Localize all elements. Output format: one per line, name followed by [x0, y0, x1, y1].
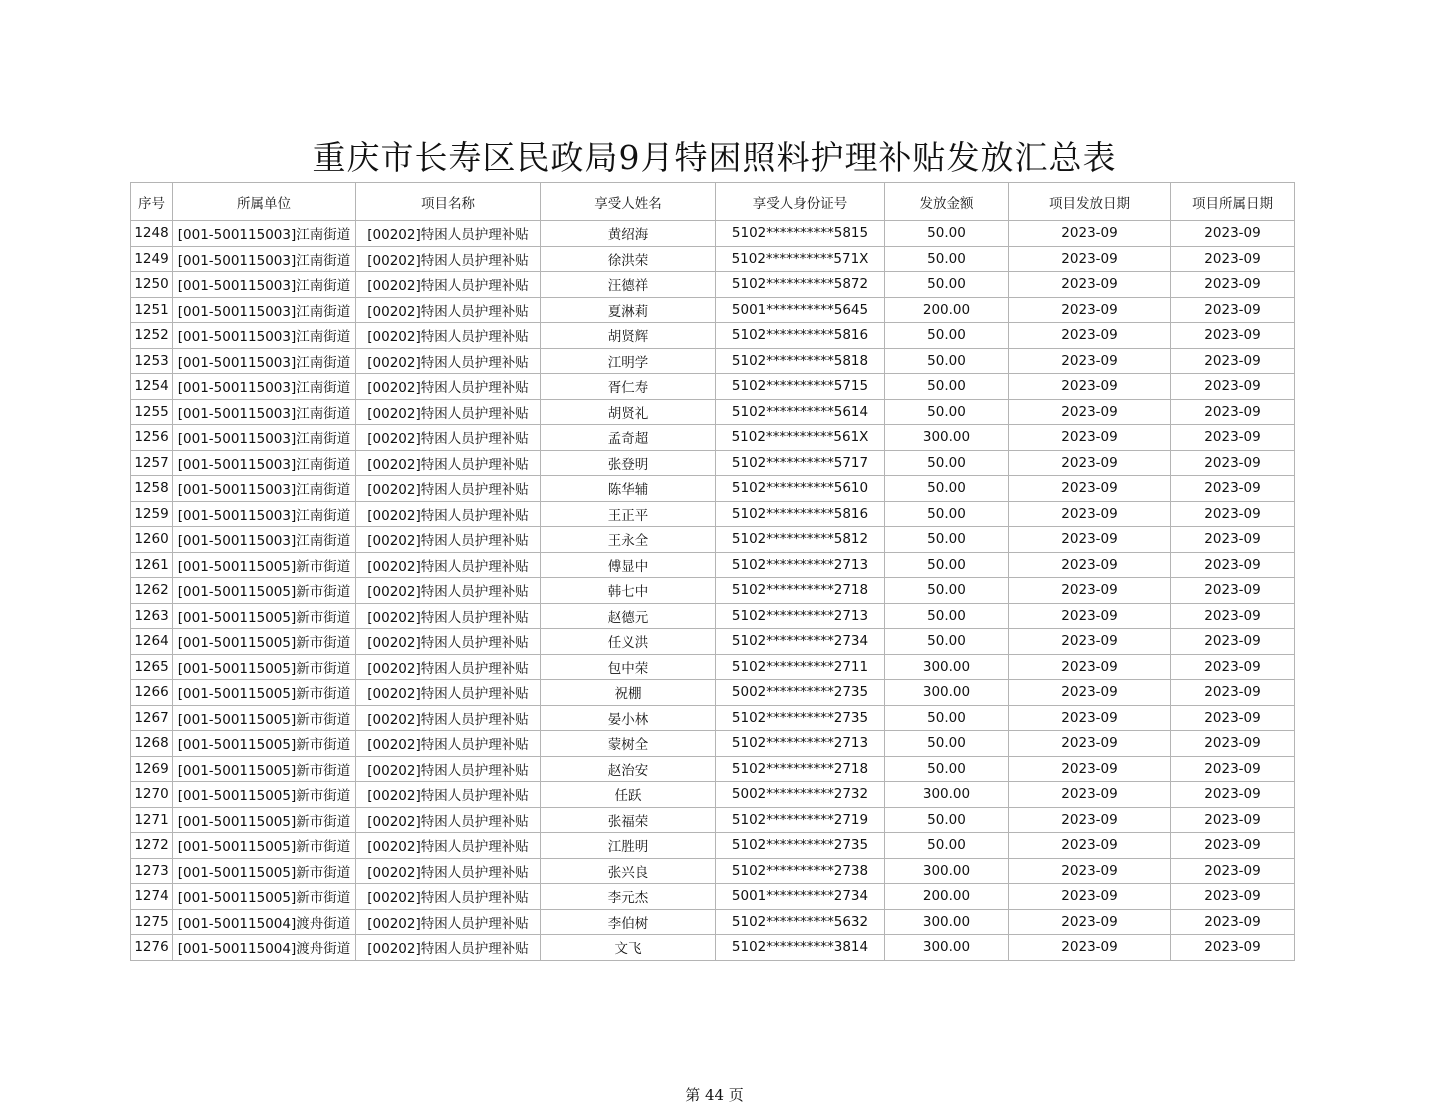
cell-project: [00202]特困人员护理补贴	[356, 501, 541, 527]
cell-unit: [001-500115003]江南街道	[173, 399, 356, 425]
cell-amount: 50.00	[885, 527, 1009, 553]
cell-payment-date: 2023-09	[1009, 782, 1171, 808]
cell-name: 王永全	[541, 527, 716, 553]
cell-period: 2023-09	[1171, 833, 1295, 859]
cell-index: 1274	[131, 884, 173, 910]
cell-name: 赵德元	[541, 603, 716, 629]
cell-payment-date: 2023-09	[1009, 909, 1171, 935]
cell-name: 徐洪荣	[541, 246, 716, 272]
cell-name: 陈华辅	[541, 476, 716, 502]
cell-name: 蒙树全	[541, 731, 716, 757]
cell-index: 1259	[131, 501, 173, 527]
cell-project: [00202]特困人员护理补贴	[356, 399, 541, 425]
table-row	[131, 756, 1295, 782]
cell-id-number: 5102**********5818	[716, 348, 885, 374]
cell-index: 1254	[131, 374, 173, 400]
cell-payment-date: 2023-09	[1009, 756, 1171, 782]
cell-period: 2023-09	[1171, 782, 1295, 808]
cell-payment-date: 2023-09	[1009, 246, 1171, 272]
cell-period: 2023-09	[1171, 935, 1295, 961]
cell-project: [00202]特困人员护理补贴	[356, 425, 541, 451]
cell-amount: 50.00	[885, 501, 1009, 527]
cell-project: [00202]特困人员护理补贴	[356, 935, 541, 961]
cell-id-number: 5102**********2713	[716, 552, 885, 578]
cell-period: 2023-09	[1171, 578, 1295, 604]
table-row	[131, 552, 1295, 578]
cell-amount: 50.00	[885, 476, 1009, 502]
cell-unit: [001-500115005]新市街道	[173, 654, 356, 680]
cell-name: 胡贤辉	[541, 323, 716, 349]
cell-id-number: 5102**********5717	[716, 450, 885, 476]
cell-amount: 50.00	[885, 552, 1009, 578]
table-body	[131, 221, 1295, 961]
cell-payment-date: 2023-09	[1009, 858, 1171, 884]
cell-index: 1263	[131, 603, 173, 629]
column-header-id-number: 享受人身份证号	[716, 183, 885, 221]
cell-unit: [001-500115003]江南街道	[173, 323, 356, 349]
cell-unit: [001-500115005]新市街道	[173, 603, 356, 629]
cell-project: [00202]特困人员护理补贴	[356, 731, 541, 757]
table-row	[131, 603, 1295, 629]
cell-name: 江胜明	[541, 833, 716, 859]
cell-project: [00202]特困人员护理补贴	[356, 705, 541, 731]
cell-unit: [001-500115004]渡舟街道	[173, 909, 356, 935]
cell-period: 2023-09	[1171, 272, 1295, 298]
cell-period: 2023-09	[1171, 858, 1295, 884]
cell-index: 1256	[131, 425, 173, 451]
cell-name: 江明学	[541, 348, 716, 374]
cell-project: [00202]特困人员护理补贴	[356, 297, 541, 323]
cell-amount: 50.00	[885, 603, 1009, 629]
cell-index: 1269	[131, 756, 173, 782]
cell-id-number: 5102**********5812	[716, 527, 885, 553]
table-row	[131, 399, 1295, 425]
cell-id-number: 5102**********2713	[716, 731, 885, 757]
table-row	[131, 323, 1295, 349]
cell-name: 王正平	[541, 501, 716, 527]
cell-unit: [001-500115003]江南街道	[173, 297, 356, 323]
cell-period: 2023-09	[1171, 731, 1295, 757]
column-header-amount: 发放金额	[885, 183, 1009, 221]
cell-amount: 50.00	[885, 578, 1009, 604]
cell-index: 1272	[131, 833, 173, 859]
cell-project: [00202]特困人员护理补贴	[356, 476, 541, 502]
cell-amount: 300.00	[885, 909, 1009, 935]
cell-project: [00202]特困人员护理补贴	[356, 603, 541, 629]
cell-payment-date: 2023-09	[1009, 297, 1171, 323]
table-row	[131, 680, 1295, 706]
cell-amount: 200.00	[885, 884, 1009, 910]
cell-unit: [001-500115003]江南街道	[173, 348, 356, 374]
cell-id-number: 5102**********2711	[716, 654, 885, 680]
cell-payment-date: 2023-09	[1009, 399, 1171, 425]
cell-project: [00202]特困人员护理补贴	[356, 527, 541, 553]
cell-id-number: 5102**********3814	[716, 935, 885, 961]
cell-project: [00202]特困人员护理补贴	[356, 629, 541, 655]
cell-amount: 50.00	[885, 272, 1009, 298]
cell-id-number: 5102**********5614	[716, 399, 885, 425]
cell-period: 2023-09	[1171, 323, 1295, 349]
table-row	[131, 272, 1295, 298]
cell-payment-date: 2023-09	[1009, 425, 1171, 451]
table-row	[131, 935, 1295, 961]
cell-payment-date: 2023-09	[1009, 807, 1171, 833]
cell-amount: 50.00	[885, 246, 1009, 272]
cell-id-number: 5102**********2735	[716, 705, 885, 731]
cell-payment-date: 2023-09	[1009, 884, 1171, 910]
cell-id-number: 5102**********5610	[716, 476, 885, 502]
cell-amount: 50.00	[885, 323, 1009, 349]
cell-project: [00202]特困人员护理补贴	[356, 858, 541, 884]
cell-payment-date: 2023-09	[1009, 348, 1171, 374]
cell-period: 2023-09	[1171, 680, 1295, 706]
cell-amount: 50.00	[885, 833, 1009, 859]
cell-id-number: 5102**********2719	[716, 807, 885, 833]
cell-amount: 300.00	[885, 680, 1009, 706]
column-header-unit: 所属单位	[173, 183, 356, 221]
cell-unit: [001-500115005]新市街道	[173, 629, 356, 655]
cell-name: 张兴良	[541, 858, 716, 884]
column-header-project: 项目名称	[356, 183, 541, 221]
cell-index: 1251	[131, 297, 173, 323]
cell-period: 2023-09	[1171, 603, 1295, 629]
cell-id-number: 5102**********5872	[716, 272, 885, 298]
cell-unit: [001-500115005]新市街道	[173, 858, 356, 884]
cell-payment-date: 2023-09	[1009, 272, 1171, 298]
cell-project: [00202]特困人员护理补贴	[356, 884, 541, 910]
cell-project: [00202]特困人员护理补贴	[356, 578, 541, 604]
cell-name: 胥仁寿	[541, 374, 716, 400]
cell-index: 1264	[131, 629, 173, 655]
cell-unit: [001-500115003]江南街道	[173, 476, 356, 502]
cell-period: 2023-09	[1171, 705, 1295, 731]
cell-period: 2023-09	[1171, 552, 1295, 578]
cell-name: 韩七中	[541, 578, 716, 604]
cell-amount: 50.00	[885, 807, 1009, 833]
cell-period: 2023-09	[1171, 246, 1295, 272]
cell-id-number: 5102**********2718	[716, 756, 885, 782]
table-row	[131, 884, 1295, 910]
cell-project: [00202]特困人员护理补贴	[356, 833, 541, 859]
cell-id-number: 5102**********5715	[716, 374, 885, 400]
cell-period: 2023-09	[1171, 807, 1295, 833]
cell-period: 2023-09	[1171, 756, 1295, 782]
table-row	[131, 348, 1295, 374]
cell-amount: 200.00	[885, 297, 1009, 323]
cell-payment-date: 2023-09	[1009, 450, 1171, 476]
cell-unit: [001-500115003]江南街道	[173, 246, 356, 272]
cell-project: [00202]特困人员护理补贴	[356, 552, 541, 578]
cell-payment-date: 2023-09	[1009, 705, 1171, 731]
cell-amount: 50.00	[885, 731, 1009, 757]
cell-amount: 50.00	[885, 399, 1009, 425]
cell-id-number: 5102**********5816	[716, 501, 885, 527]
cell-id-number: 5102**********5816	[716, 323, 885, 349]
table-row	[131, 782, 1295, 808]
table-row	[131, 246, 1295, 272]
cell-index: 1261	[131, 552, 173, 578]
cell-unit: [001-500115003]江南街道	[173, 272, 356, 298]
cell-amount: 50.00	[885, 705, 1009, 731]
cell-amount: 50.00	[885, 374, 1009, 400]
cell-index: 1276	[131, 935, 173, 961]
cell-amount: 50.00	[885, 221, 1009, 247]
cell-payment-date: 2023-09	[1009, 501, 1171, 527]
cell-name: 晏小林	[541, 705, 716, 731]
cell-index: 1275	[131, 909, 173, 935]
table-row	[131, 297, 1295, 323]
cell-index: 1250	[131, 272, 173, 298]
cell-name: 胡贤礼	[541, 399, 716, 425]
cell-period: 2023-09	[1171, 654, 1295, 680]
cell-project: [00202]特困人员护理补贴	[356, 348, 541, 374]
cell-index: 1260	[131, 527, 173, 553]
cell-project: [00202]特困人员护理补贴	[356, 246, 541, 272]
cell-name: 赵治安	[541, 756, 716, 782]
table-row	[131, 450, 1295, 476]
cell-index: 1262	[131, 578, 173, 604]
cell-payment-date: 2023-09	[1009, 221, 1171, 247]
subsidy-summary-table	[130, 182, 1295, 961]
table-row	[131, 629, 1295, 655]
cell-period: 2023-09	[1171, 221, 1295, 247]
cell-id-number: 5002**********2732	[716, 782, 885, 808]
table-row	[131, 909, 1295, 935]
cell-unit: [001-500115005]新市街道	[173, 884, 356, 910]
page-number: 第 44 页	[685, 1086, 744, 1104]
cell-unit: [001-500115005]新市街道	[173, 578, 356, 604]
cell-payment-date: 2023-09	[1009, 603, 1171, 629]
cell-name: 任义洪	[541, 629, 716, 655]
table-row	[131, 578, 1295, 604]
cell-payment-date: 2023-09	[1009, 935, 1171, 961]
cell-period: 2023-09	[1171, 425, 1295, 451]
cell-amount: 300.00	[885, 654, 1009, 680]
cell-index: 1253	[131, 348, 173, 374]
cell-amount: 300.00	[885, 782, 1009, 808]
cell-payment-date: 2023-09	[1009, 527, 1171, 553]
cell-project: [00202]特困人员护理补贴	[356, 807, 541, 833]
table-row	[131, 833, 1295, 859]
column-header-name: 享受人姓名	[541, 183, 716, 221]
cell-id-number: 5102**********2738	[716, 858, 885, 884]
cell-project: [00202]特困人员护理补贴	[356, 654, 541, 680]
cell-payment-date: 2023-09	[1009, 731, 1171, 757]
table-row	[131, 654, 1295, 680]
cell-unit: [001-500115004]渡舟街道	[173, 935, 356, 961]
cell-period: 2023-09	[1171, 399, 1295, 425]
table-row	[131, 807, 1295, 833]
cell-unit: [001-500115003]江南街道	[173, 425, 356, 451]
cell-name: 李伯树	[541, 909, 716, 935]
cell-index: 1273	[131, 858, 173, 884]
cell-id-number: 5102**********2735	[716, 833, 885, 859]
cell-id-number: 5102**********5815	[716, 221, 885, 247]
cell-project: [00202]特困人员护理补贴	[356, 374, 541, 400]
cell-period: 2023-09	[1171, 476, 1295, 502]
column-header-period: 项目所属日期	[1171, 183, 1295, 221]
cell-period: 2023-09	[1171, 527, 1295, 553]
cell-index: 1265	[131, 654, 173, 680]
cell-amount: 50.00	[885, 629, 1009, 655]
cell-project: [00202]特困人员护理补贴	[356, 221, 541, 247]
cell-unit: [001-500115003]江南街道	[173, 527, 356, 553]
cell-amount: 300.00	[885, 935, 1009, 961]
cell-payment-date: 2023-09	[1009, 654, 1171, 680]
cell-id-number: 5102**********2734	[716, 629, 885, 655]
cell-unit: [001-500115005]新市街道	[173, 705, 356, 731]
cell-amount: 50.00	[885, 756, 1009, 782]
cell-unit: [001-500115005]新市街道	[173, 756, 356, 782]
cell-name: 祝棚	[541, 680, 716, 706]
cell-unit: [001-500115005]新市街道	[173, 552, 356, 578]
cell-id-number: 5102**********561X	[716, 425, 885, 451]
column-header-index: 序号	[131, 183, 173, 221]
cell-name: 文飞	[541, 935, 716, 961]
cell-payment-date: 2023-09	[1009, 476, 1171, 502]
cell-index: 1258	[131, 476, 173, 502]
cell-project: [00202]特困人员护理补贴	[356, 782, 541, 808]
cell-amount: 300.00	[885, 858, 1009, 884]
cell-unit: [001-500115005]新市街道	[173, 782, 356, 808]
cell-name: 黄绍海	[541, 221, 716, 247]
cell-period: 2023-09	[1171, 374, 1295, 400]
cell-unit: [001-500115003]江南街道	[173, 221, 356, 247]
cell-project: [00202]特困人员护理补贴	[356, 450, 541, 476]
cell-unit: [001-500115003]江南街道	[173, 374, 356, 400]
cell-id-number: 5001**********2734	[716, 884, 885, 910]
cell-amount: 50.00	[885, 348, 1009, 374]
cell-name: 汪德祥	[541, 272, 716, 298]
column-header-payment-date: 项目发放日期	[1009, 183, 1171, 221]
cell-name: 孟奇超	[541, 425, 716, 451]
cell-project: [00202]特困人员护理补贴	[356, 323, 541, 349]
cell-index: 1249	[131, 246, 173, 272]
cell-period: 2023-09	[1171, 450, 1295, 476]
cell-name: 包中荣	[541, 654, 716, 680]
cell-unit: [001-500115005]新市街道	[173, 680, 356, 706]
cell-unit: [001-500115005]新市街道	[173, 807, 356, 833]
table-row	[131, 221, 1295, 247]
cell-id-number: 5102**********5632	[716, 909, 885, 935]
cell-index: 1267	[131, 705, 173, 731]
cell-payment-date: 2023-09	[1009, 578, 1171, 604]
table-row	[131, 425, 1295, 451]
cell-unit: [001-500115005]新市街道	[173, 833, 356, 859]
cell-period: 2023-09	[1171, 629, 1295, 655]
cell-amount: 300.00	[885, 425, 1009, 451]
cell-id-number: 5001**********5645	[716, 297, 885, 323]
cell-payment-date: 2023-09	[1009, 629, 1171, 655]
table-row	[131, 476, 1295, 502]
cell-name: 李元杰	[541, 884, 716, 910]
cell-id-number: 5002**********2735	[716, 680, 885, 706]
cell-payment-date: 2023-09	[1009, 323, 1171, 349]
cell-index: 1271	[131, 807, 173, 833]
cell-name: 傅显中	[541, 552, 716, 578]
cell-period: 2023-09	[1171, 297, 1295, 323]
cell-name: 夏淋莉	[541, 297, 716, 323]
cell-name: 任跃	[541, 782, 716, 808]
table-row	[131, 731, 1295, 757]
cell-index: 1270	[131, 782, 173, 808]
cell-payment-date: 2023-09	[1009, 833, 1171, 859]
cell-project: [00202]特困人员护理补贴	[356, 272, 541, 298]
table-header-row	[131, 183, 1295, 221]
cell-period: 2023-09	[1171, 501, 1295, 527]
cell-unit: [001-500115003]江南街道	[173, 501, 356, 527]
cell-unit: [001-500115003]江南街道	[173, 450, 356, 476]
cell-payment-date: 2023-09	[1009, 374, 1171, 400]
cell-name: 张登明	[541, 450, 716, 476]
table-row	[131, 501, 1295, 527]
table-row	[131, 374, 1295, 400]
cell-period: 2023-09	[1171, 884, 1295, 910]
cell-id-number: 5102**********2718	[716, 578, 885, 604]
cell-amount: 50.00	[885, 450, 1009, 476]
cell-payment-date: 2023-09	[1009, 552, 1171, 578]
cell-index: 1266	[131, 680, 173, 706]
cell-unit: [001-500115005]新市街道	[173, 731, 356, 757]
cell-id-number: 5102**********571X	[716, 246, 885, 272]
cell-index: 1252	[131, 323, 173, 349]
cell-project: [00202]特困人员护理补贴	[356, 756, 541, 782]
page-title: 重庆市长寿区民政局9月特困照料护理补贴发放汇总表	[312, 138, 1117, 177]
cell-project: [00202]特困人员护理补贴	[356, 909, 541, 935]
cell-index: 1255	[131, 399, 173, 425]
cell-period: 2023-09	[1171, 909, 1295, 935]
cell-index: 1268	[131, 731, 173, 757]
cell-index: 1257	[131, 450, 173, 476]
cell-name: 张福荣	[541, 807, 716, 833]
cell-id-number: 5102**********2713	[716, 603, 885, 629]
table-row	[131, 527, 1295, 553]
cell-payment-date: 2023-09	[1009, 680, 1171, 706]
cell-index: 1248	[131, 221, 173, 247]
cell-period: 2023-09	[1171, 348, 1295, 374]
table-row	[131, 705, 1295, 731]
table-row	[131, 858, 1295, 884]
cell-project: [00202]特困人员护理补贴	[356, 680, 541, 706]
